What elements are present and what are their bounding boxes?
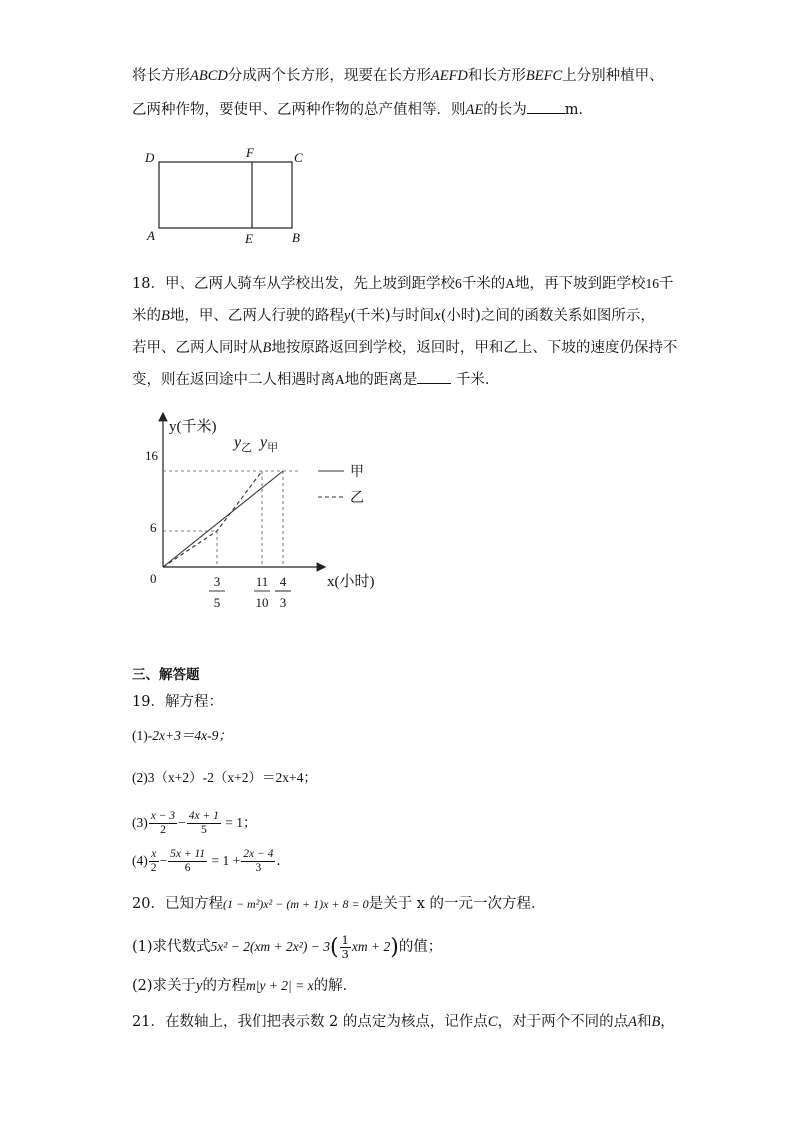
q19-part-1: (1)-2x+3＝4x-9；	[132, 728, 232, 743]
x-axis-label: x(小时)	[327, 574, 375, 590]
rectangle-abcd	[159, 162, 292, 228]
fraction: $\frac{x}{2}$	[150, 848, 157, 875]
q19-part-4: (4) $\frac{x}{2}$ − $\frac{5x + 11}{6}$ = 1 + $\frac{2x - 4}{3}$ ．	[132, 848, 290, 875]
origin-label: 0	[150, 571, 157, 586]
q18-line-2: 米的B地，甲、乙两人行驶的路程y(千米)与时间x(小时)之间的函数关系如图所示，	[132, 308, 655, 324]
series-label-yi: $y_乙$	[234, 434, 253, 454]
q17-line-2: 乙两种作物，要使甲、乙两种作物的总产值相等．则AE的长为 m．	[132, 99, 593, 120]
series-line-yi	[163, 471, 262, 567]
q18-line-3: 若甲、乙两人同时从B地按原路返回到学校，返回时，甲和乙上、下坡的速度仍保持不	[132, 340, 678, 356]
x-tick-numerator: 4	[279, 574, 287, 589]
q18-line-1: 18．甲、乙两人骑车从学校出发，先上坡到距学校6千米的A地，再下坡到距学校16千	[132, 276, 674, 292]
q19-part-3: (3) $\frac{x - 3}{2}$ − $\frac{4x + 1}{5}$ = 1；	[132, 810, 257, 837]
q20-part-1: (1)求代数式5x² − 2(xm + 2x²) − 3( $\frac{1}{3}$ xm + 2)的值；	[132, 932, 443, 961]
fraction: $\frac{2x - 4}{3}$	[243, 848, 274, 875]
label-b: B	[292, 230, 300, 245]
x-tick-denominator: 10	[255, 595, 269, 610]
x-tick-numerator: 3	[213, 574, 221, 589]
q19-title: 19．解方程：	[132, 694, 223, 710]
label-f: F	[246, 145, 254, 160]
section-heading: 三、解答题	[132, 667, 200, 683]
q18-line-4: 变，则在返回途中二人相遇时离A地的距离是 千米．	[132, 369, 499, 390]
fraction: $\frac{x - 3}{2}$	[150, 810, 176, 837]
x-tick-denominator: 5	[213, 595, 221, 610]
distance-time-chart	[140, 405, 400, 620]
legend-yi-label: 乙	[350, 491, 364, 506]
answer-blank[interactable]	[417, 369, 451, 384]
y-axis-label: y(千米)	[169, 419, 217, 435]
q20-part-2: (2)求关于y的方程m|y + 2| = x的解．	[132, 978, 358, 994]
y-tick-6: 6	[150, 520, 157, 535]
fraction: $\frac{4x + 1}{5}$	[188, 810, 219, 837]
legend-jia-label: 甲	[350, 465, 364, 480]
label-c: C	[294, 150, 303, 165]
rectangle-figure	[140, 140, 315, 250]
label-d: D	[145, 150, 155, 165]
fraction: $\frac{1}{3}$	[341, 932, 349, 961]
x-tick-denominator: 3	[279, 595, 287, 610]
q19-part-2: (2)3（x+2）-2（x+2）＝2x+4；	[132, 770, 317, 785]
q17-line-1: 将长方形ABCD分成两个长方形，现要在长方形AEFD和长方形BEFC上分别种植甲、	[132, 68, 664, 84]
x-tick-numerator: 11	[255, 574, 269, 589]
series-line-jia	[163, 471, 283, 567]
series-label-jia: $y_甲$	[260, 434, 279, 454]
fraction: $\frac{5x + 11}{6}$	[170, 848, 206, 875]
q21-line-1: 21．在数轴上，我们把表示数 2 的点定为核点，记作点C，对于两个不同的点A和B，	[132, 1014, 675, 1030]
q20-title: 20．已知方程(1 − m²)x² − (m + 1)x + 8 = 0是关于 x 的一元一次方程．	[132, 896, 546, 912]
label-a: A	[147, 228, 155, 243]
answer-blank[interactable]	[527, 99, 565, 114]
label-e: E	[245, 231, 253, 246]
y-tick-16: 16	[145, 448, 158, 463]
